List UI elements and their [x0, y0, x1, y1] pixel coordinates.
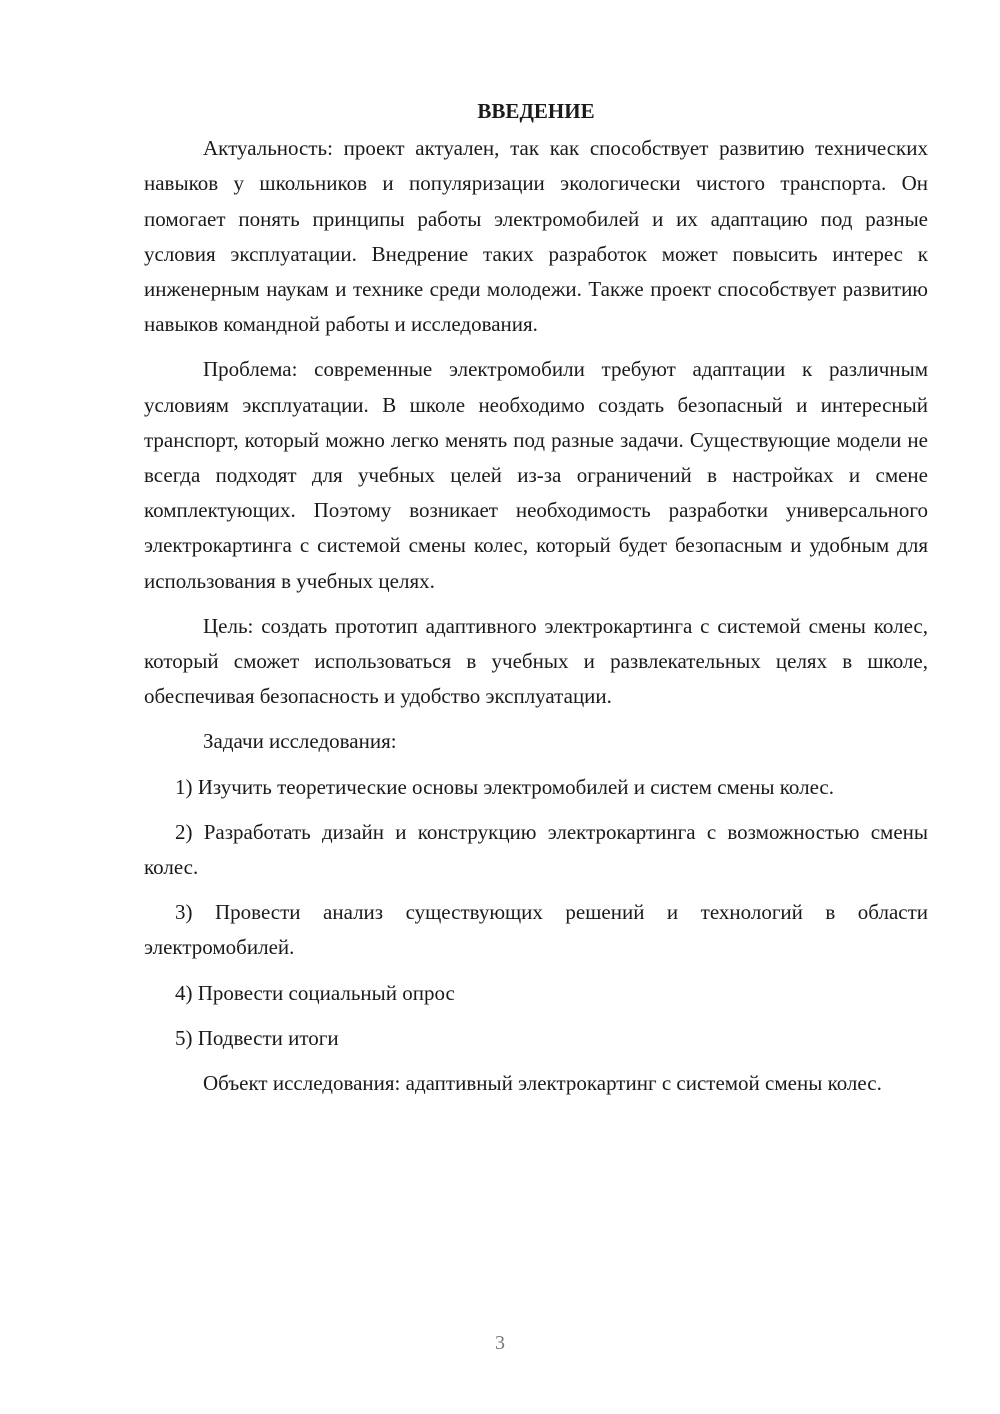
page-number: 3 [495, 1332, 505, 1354]
task-item: 1) Изучить теоретические основы электромобилей и систем смены колес. [175, 774, 834, 799]
paragraph-problem: Проблема: современные электромобили требуют адаптации к различным условиям эксплуатации. В школе необходимо создать безопасный и интересный транспорт, который можно легко менять под разные задачи. Существующие модели не всегда подходят для учебных целей из-за ограничений в настройках и смене комплектующих. Поэтому возникает необходимость разработки универсального электрокартинга с системой смены колес, который будет безопасным и удобным для использования в учебных целях. [144, 357, 928, 593]
paragraph-object: Объект исследования: адаптивный электрокартинг с системой смены колес. [203, 1071, 882, 1096]
page-content [144, 94, 928, 1111]
tasks-heading: Задачи исследования: [203, 729, 397, 754]
task-item: 3) Провести анализ существующих решений и технологий в области электромобилей. [144, 900, 928, 960]
paragraph-goal: Цель: создать прототип адаптивного электрокартинга с системой смены колес, который сможет использоваться в учебных и развлекательных целях в школе, обеспечивая безопасность и удобство эксплуатации. [144, 613, 928, 709]
task-item: 4) Провести социальный опрос [175, 980, 455, 1005]
task-item: 5) Подвести итоги [175, 1025, 339, 1050]
paragraph-relevance: Актуальность: проект актуален, так как способствует развитию технических навыков у школьников и популяризации экологически чистого транспорта. Он помогает понять принципы работы электромобилей и их адаптацию под разные условия эксплуатации. Внедрение таких разработок может повысить интерес к инженерным наукам и технике среди молодежи. Также проект способствует развитию навыков командной работы и исследования. [144, 136, 928, 337]
section-title: ВВЕДЕНИЕ [477, 99, 595, 123]
task-item: 2) Разработать дизайн и конструкцию электрокартинга с возможностью смены колес. [144, 819, 928, 880]
